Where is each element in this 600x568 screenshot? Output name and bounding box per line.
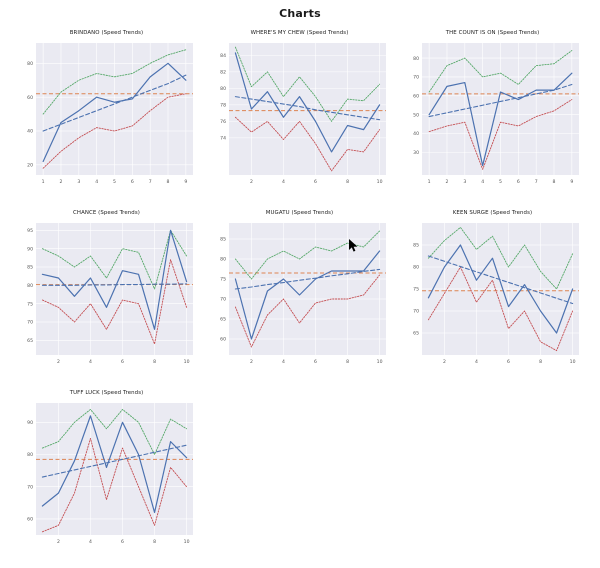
chart-panel [10, 384, 203, 564]
svg-text:10: 10 [569, 360, 576, 365]
svg-text:10: 10 [183, 360, 190, 365]
svg-text:70: 70 [27, 320, 33, 326]
plot-area[interactable] [10, 397, 203, 557]
page-title: Charts [279, 7, 321, 20]
svg-text:65: 65 [220, 317, 226, 323]
svg-text:9: 9 [184, 180, 188, 185]
svg-text:2: 2 [59, 180, 63, 185]
svg-text:80: 80 [27, 62, 33, 68]
chart-panel [203, 24, 396, 204]
chart-title: CHANCE (Speed Trends) [73, 210, 140, 216]
svg-text:1: 1 [41, 180, 45, 185]
svg-text:6: 6 [121, 360, 124, 365]
svg-text:75: 75 [220, 277, 226, 283]
svg-text:65: 65 [27, 339, 33, 345]
svg-text:7: 7 [148, 180, 152, 185]
svg-text:60: 60 [220, 337, 226, 343]
chart-panel [396, 24, 589, 204]
svg-text:8: 8 [346, 180, 350, 185]
chart-title: KEEN SURGE (Speed Trends) [452, 210, 533, 216]
chart-title: MUGATU (Speed Trends) [265, 210, 334, 216]
svg-text:6: 6 [121, 540, 124, 545]
svg-text:4: 4 [282, 360, 285, 365]
svg-text:5: 5 [113, 180, 116, 185]
svg-text:4: 4 [95, 180, 99, 185]
svg-text:75: 75 [413, 287, 419, 293]
svg-text:4: 4 [481, 180, 485, 185]
svg-text:70: 70 [413, 309, 419, 315]
svg-text:70: 70 [220, 297, 226, 303]
plot-area[interactable] [396, 217, 589, 377]
svg-text:8: 8 [552, 180, 556, 185]
svg-text:76: 76 [220, 120, 226, 126]
plot-area[interactable] [10, 217, 203, 377]
svg-text:2: 2 [249, 180, 253, 185]
svg-text:85: 85 [413, 243, 419, 249]
svg-text:80: 80 [27, 284, 33, 290]
svg-text:85: 85 [27, 265, 33, 271]
svg-text:10: 10 [376, 180, 383, 185]
svg-text:70: 70 [27, 485, 33, 491]
svg-text:20: 20 [27, 163, 33, 169]
svg-text:4: 4 [89, 360, 92, 365]
plot-area[interactable] [10, 37, 203, 197]
svg-text:10: 10 [183, 540, 190, 545]
svg-text:8: 8 [153, 540, 157, 545]
svg-text:2: 2 [56, 360, 60, 365]
svg-text:65: 65 [413, 331, 419, 337]
svg-text:10: 10 [376, 360, 383, 365]
svg-text:80: 80 [413, 56, 419, 62]
svg-text:95: 95 [27, 229, 33, 235]
svg-text:85: 85 [220, 237, 226, 243]
svg-text:80: 80 [27, 453, 33, 459]
chart-title: THE COUNT IS ON (Speed Trends) [445, 30, 540, 36]
svg-text:2: 2 [249, 360, 253, 365]
svg-text:80: 80 [220, 257, 226, 263]
plot-area[interactable] [203, 37, 396, 197]
svg-text:6: 6 [516, 180, 520, 185]
svg-text:90: 90 [27, 247, 33, 253]
svg-text:4: 4 [89, 540, 92, 545]
svg-text:5: 5 [499, 180, 502, 185]
svg-text:8: 8 [166, 180, 170, 185]
svg-text:60: 60 [413, 94, 419, 100]
chart-title: TUFF LUCK (Speed Trends) [69, 390, 144, 396]
svg-text:8: 8 [539, 360, 543, 365]
charts-grid [0, 20, 600, 564]
svg-text:6: 6 [130, 180, 134, 185]
svg-text:2: 2 [56, 540, 60, 545]
svg-text:4: 4 [282, 180, 285, 185]
chart-panel [10, 24, 203, 204]
svg-text:8: 8 [346, 360, 350, 365]
plot-area[interactable] [396, 37, 589, 197]
svg-text:75: 75 [27, 302, 33, 308]
svg-text:40: 40 [27, 129, 33, 135]
svg-text:82: 82 [220, 70, 226, 76]
svg-text:7: 7 [534, 180, 538, 185]
svg-text:3: 3 [463, 180, 467, 185]
svg-text:74: 74 [220, 136, 226, 142]
chart-title: WHERE'S MY CHEW (Speed Trends) [250, 30, 349, 36]
svg-text:6: 6 [314, 360, 317, 365]
svg-text:4: 4 [475, 360, 478, 365]
svg-text:50: 50 [413, 113, 419, 119]
chart-title: BRINDANO (Speed Trends) [69, 30, 144, 36]
svg-text:3: 3 [77, 180, 81, 185]
svg-text:6: 6 [314, 180, 317, 185]
svg-text:1: 1 [427, 180, 431, 185]
svg-text:9: 9 [570, 180, 574, 185]
svg-text:80: 80 [220, 87, 226, 93]
svg-text:90: 90 [27, 421, 33, 427]
svg-text:40: 40 [413, 132, 419, 138]
svg-text:80: 80 [413, 265, 419, 271]
svg-text:8: 8 [153, 360, 157, 365]
chart-panel [203, 204, 396, 384]
svg-text:2: 2 [445, 180, 449, 185]
svg-text:60: 60 [27, 517, 33, 523]
chart-panel [396, 204, 589, 384]
chart-panel [10, 204, 203, 384]
svg-text:84: 84 [220, 54, 226, 60]
svg-text:30: 30 [413, 151, 419, 157]
svg-text:6: 6 [507, 360, 510, 365]
svg-text:70: 70 [413, 75, 419, 81]
svg-text:78: 78 [220, 103, 226, 109]
svg-text:60: 60 [27, 95, 33, 101]
plot-area[interactable] [203, 217, 396, 377]
svg-text:2: 2 [442, 360, 446, 365]
